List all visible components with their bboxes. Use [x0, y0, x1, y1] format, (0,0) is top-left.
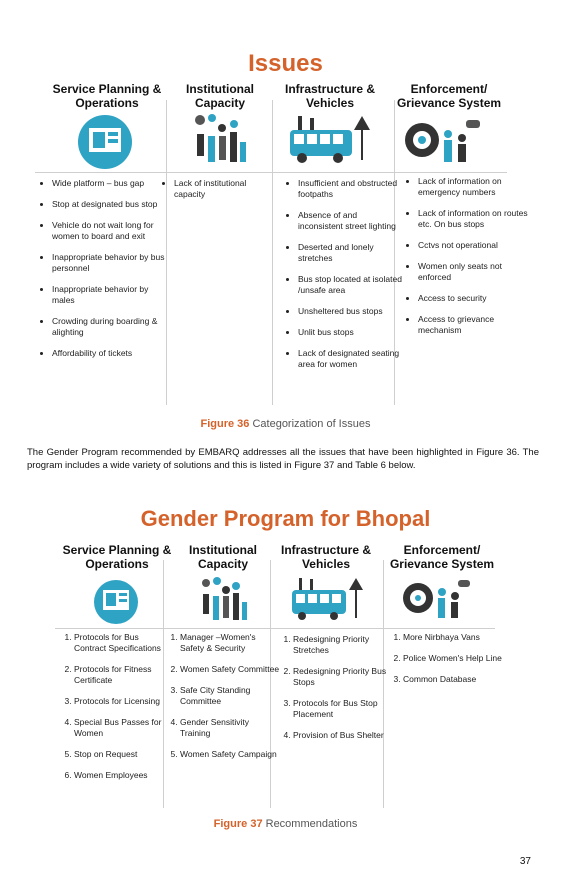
- program-col1-heading: Service Planning & Operations: [62, 543, 172, 571]
- issues-col3-list: [284, 178, 402, 380]
- issues-divider: [35, 172, 507, 173]
- bus-icon: [290, 574, 364, 626]
- program-col2-list: [164, 632, 280, 770]
- list-item: 2. Redesigning Priority Bus Stops: [293, 666, 393, 688]
- program-col4-list: [387, 632, 511, 695]
- list-item: • Bus stop located at isolated /unsafe area: [298, 274, 402, 296]
- list-item: • Absence of and inconsistent street lighting: [298, 210, 402, 232]
- list-item: • Crowding during boarding & alighting: [52, 316, 170, 338]
- list-item: • Lack of information on emergency numbers: [418, 176, 530, 198]
- bus-ticket-icon: [73, 114, 161, 170]
- list-item: 1. Manager –Women's Safety & Security: [180, 632, 280, 654]
- body-paragraph: The Gender Program recommended by EMBARQ addresses all the issues that have been highlighted in Figure 36. The program includes a wide variety of solutions and this is listed in Figure 37 and Table 6 below.: [27, 447, 539, 471]
- people-group-icon: [190, 110, 254, 170]
- program-col2-heading: Institutional Capacity: [189, 543, 257, 571]
- issues-col4-heading: Enforcement/ Grievance System: [396, 82, 502, 110]
- list-item: • Inappropriate behavior by bus personnel: [52, 252, 170, 274]
- list-item: 2. Protocols for Fitness Certificate: [74, 664, 170, 686]
- bus-icon: [288, 112, 372, 168]
- list-item: 4. Special Bus Passes for Women: [74, 717, 170, 739]
- list-item: • Stop at designated bus stop: [52, 199, 170, 210]
- list-item: • Deserted and lonely stretches: [298, 242, 402, 264]
- people-group-icon: [198, 574, 252, 626]
- figure-36-caption: [0, 418, 571, 430]
- list-item: 1. More Nirbhaya Vans: [403, 632, 511, 643]
- list-item: • Wide platform – bus gap: [52, 178, 170, 189]
- list-item: • Cctvs not operational: [418, 240, 530, 251]
- list-item: • Unsheltered bus stops: [298, 306, 402, 317]
- list-item: • Affordability of tickets: [52, 348, 170, 359]
- list-item: • Lack of institutional capacity: [174, 178, 278, 200]
- list-item: • Women only seats not enforced: [418, 261, 530, 283]
- list-item: 3. Safe City Standing Committee: [180, 685, 280, 707]
- gear-people-icon: [400, 576, 474, 622]
- issues-col3-heading: Infrastructure & Vehicles: [284, 82, 376, 110]
- list-item: 1. Redesigning Priority Stretches: [293, 634, 393, 656]
- list-item: 3. Protocols for Licensing: [74, 696, 170, 707]
- figure-37-caption: [0, 818, 571, 830]
- program-title: Gender Program for Bhopal: [140, 506, 431, 531]
- list-item: • Unlit bus stops: [298, 327, 402, 338]
- list-item: 6. Women Employees: [74, 770, 170, 781]
- caption-text: Recommendations: [262, 818, 358, 830]
- bus-ticket-icon: [90, 578, 150, 626]
- issues-col2-list: [160, 178, 278, 210]
- list-item: 2. Women Safety Committee: [180, 664, 280, 675]
- program-col4-heading: Enforcement/ Grievance System: [389, 543, 495, 571]
- page-number: 37: [519, 856, 531, 867]
- program-col1-list: [58, 632, 170, 791]
- list-item: • Lack of designated seating area for women: [298, 348, 402, 370]
- list-item: 3. Common Database: [403, 674, 511, 685]
- list-item: • Inappropriate behavior by males: [52, 284, 170, 306]
- list-item: • Access to security: [418, 293, 530, 304]
- program-col3-heading: Infrastructure & Vehicles: [280, 543, 372, 571]
- list-item: • Vehicle do not wait long for women to board and exit: [52, 220, 170, 242]
- caption-text: Categorization of Issues: [249, 418, 371, 430]
- list-item: 4. Provision of Bus Shelter: [293, 730, 393, 741]
- gear-people-icon: [402, 116, 482, 166]
- list-item: 2. Police Women's Help Line: [403, 653, 511, 664]
- list-item: • Insufficient and obstructed footpaths: [298, 178, 402, 200]
- issues-col1-list: [38, 178, 170, 369]
- program-divider: [55, 628, 495, 629]
- issues-col2-heading: Institutional Capacity: [186, 82, 254, 110]
- issues-col1-heading: Service Planning & Operations: [52, 82, 162, 110]
- list-item: 1. Protocols for Bus Contract Specifications: [74, 632, 170, 654]
- program-col3-list: [277, 634, 393, 751]
- list-item: • Access to grievance mechanism: [418, 314, 530, 336]
- list-item: 3. Protocols for Bus Stop Placement: [293, 698, 393, 720]
- issues-title: Issues: [248, 50, 323, 77]
- caption-label: Figure 37: [213, 818, 263, 830]
- caption-label: Figure 36: [200, 418, 250, 430]
- issues-col4-list: [404, 176, 530, 346]
- list-item: 5. Stop on Request: [74, 749, 170, 760]
- list-item: 4. Gender Sensitivity Training: [180, 717, 280, 739]
- list-item: • Lack of information on routes etc. On bus stops: [418, 208, 530, 230]
- issues-col-separator: [272, 100, 273, 405]
- list-item: 5. Women Safety Campaign: [180, 749, 280, 760]
